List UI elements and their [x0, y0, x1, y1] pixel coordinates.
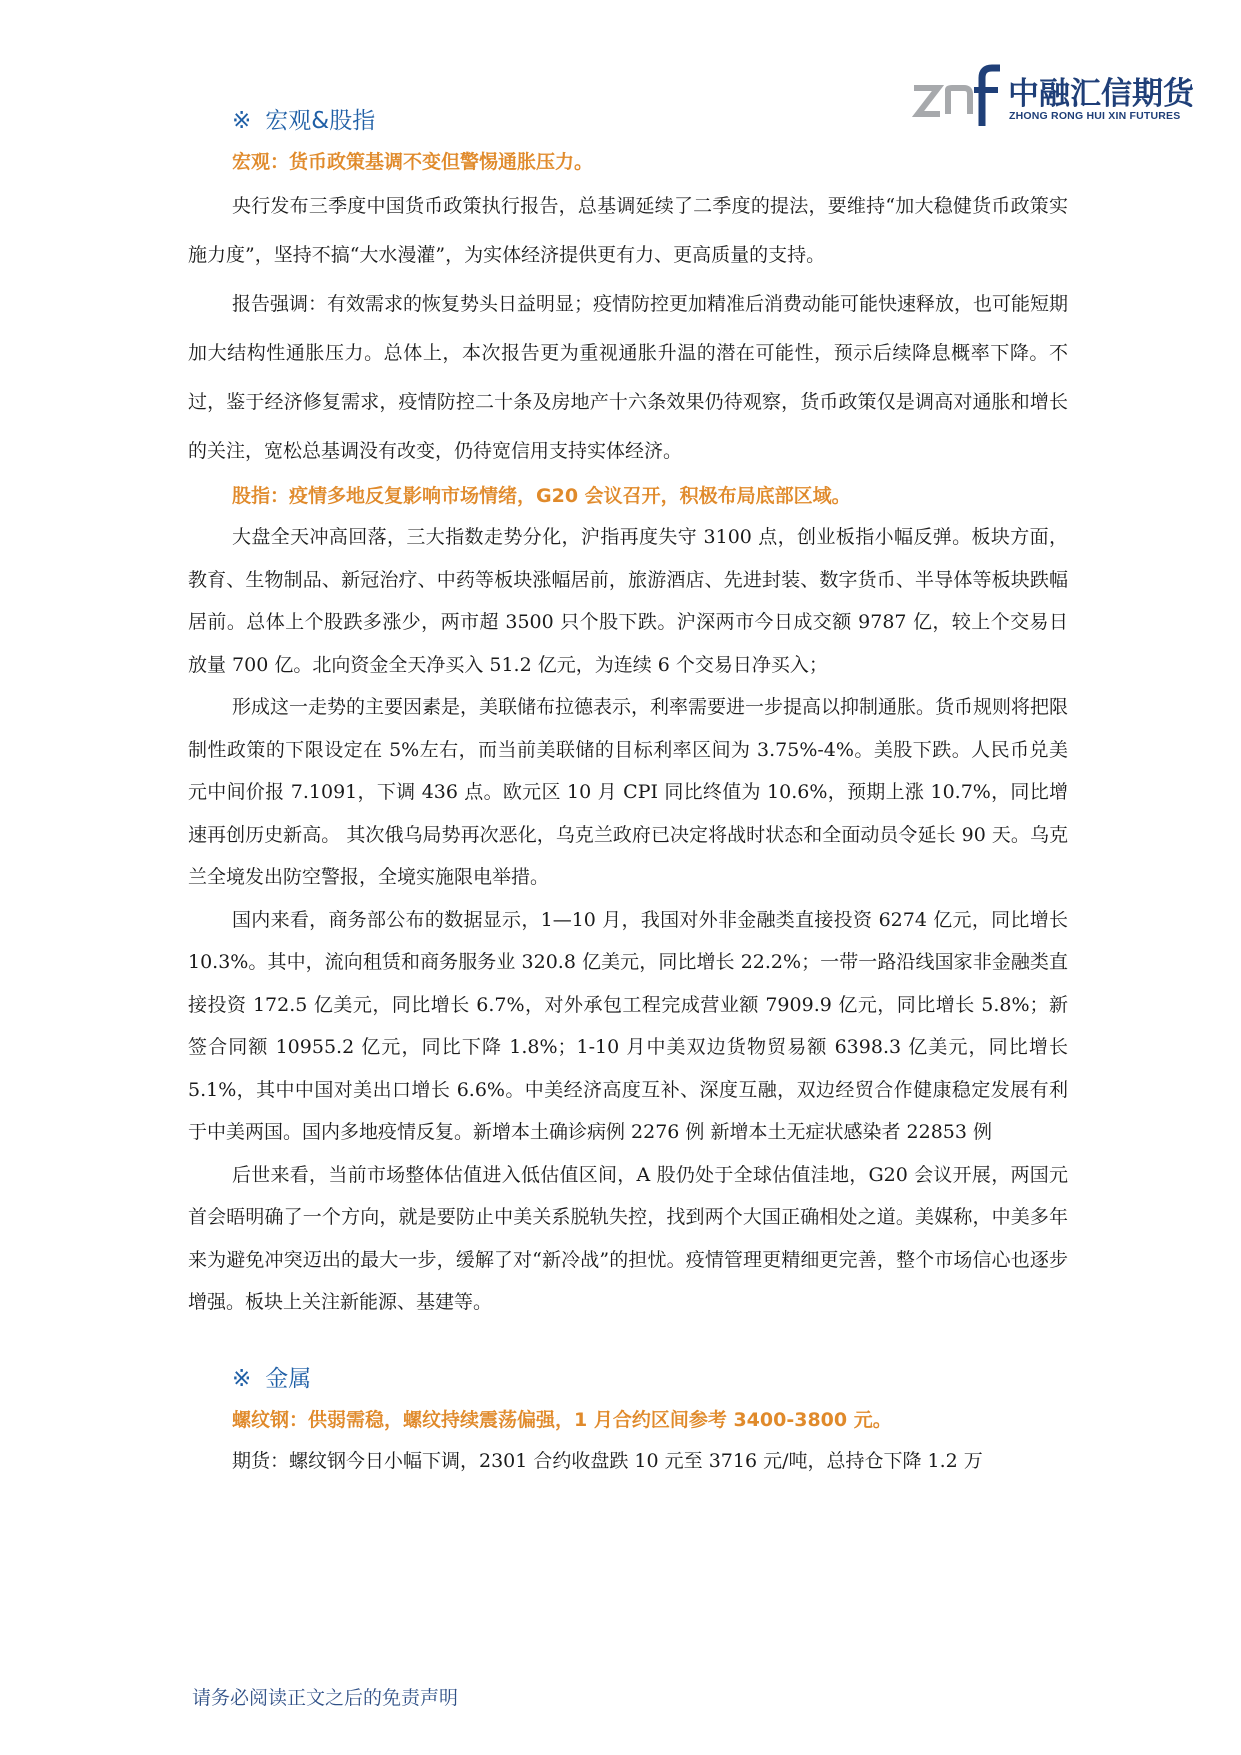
logo-name-en: ZHONG RONG HUI XIN FUTURES: [1009, 110, 1181, 122]
paragraph: 国内来看，商务部公布的数据显示，1—10 月，我国对外非金融类直接投资 6274 亿元，同比增长 10.3%。其中，流向租赁和商务服务业 320.8 亿美元，同比增长 22.2%；一带一路沿线国家非金融类直接投资 172.5 亿美元，同比增长 6.7%，对外承包工程完成营业额 7909.9 亿元，同比增长 5.8%；新签合同额 10955.2 亿元，同比下降 1.8%；1-10 月中美双边货物贸易额 6398.3 亿美元，同比增长 5.1%，其中中国对美出口增长 6.6%。中美经济高度互补、深度互融，双边经贸合作健康稳定发展有利于中美两国。国内多地疫情反复。新增本土确诊病例 2276 例 新增本土无症状感染者 22853 例: [188, 908, 1068, 1143]
section-heading-macro: [188, 100, 1068, 142]
paragraph: 大盘全天冲高回落，三大指数走势分化，沪指再度失守 3100 点，创业板指小幅反弹。板块方面，教育、生物制品、新冠治疗、中药等板块涨幅居前，旅游酒店、先进封装、数字货币、半导体等板块跌幅居前。总体上个股跌多涨少，两市超 3500 只个股下跌。沪深两市今日成交额 9787 亿，较上个交易日放量 700 亿。北向资金全天净买入 51.2 亿元，为连续 6 个交易日净买入；: [188, 526, 1068, 676]
paragraph: 央行发布三季度中国货币政策执行报告，总基调延续了二季度的提法，要维持“加大稳健货币政策实施力度”，坚持不搞“大水漫灌”，为实体经济提供更有力、更高质量的支持。: [188, 195, 1068, 266]
section-mark: ※: [232, 108, 252, 134]
logo-name-cn: 中融汇信期货: [1008, 76, 1194, 112]
section-mark: ※: [232, 1365, 252, 1392]
section-title: 宏观&股指: [265, 108, 376, 134]
footer-disclaimer: 请务必阅读正文之后的免责声明: [192, 1687, 459, 1709]
paragraph: 形成这一走势的主要因素是，美联储布拉德表示，利率需要进一步提高以抑制通胀。货币规则将把限制性政策的下限设定在 5%左右，而当前美联储的目标利率区间为 3.75%-4%。美股下跌。人民币兑美元中间价报 7.1091，下调 436 点。欧元区 10 月 CPI 同比终值为 10.6%，预期上涨 10.7%，同比增速再创历史新高。 其次俄乌局势再次恶化，乌克兰政府已决定将战时状态和全面动员令延长 90 天。乌克兰全境发出防空警报，全境实施限电举措。: [188, 696, 1069, 888]
subheading-macro: 宏观：货币政策基调不变但警惕通胀压力。: [232, 151, 594, 173]
subheading-stock-index: 股指：疫情多地反复影响市场情绪，G20 会议召开，积极布局底部区域。: [232, 485, 851, 507]
section-title: 金属: [265, 1365, 312, 1392]
report-body: [188, 100, 1068, 1482]
paragraph: 期货：螺纹钢今日小幅下调，2301 合约收盘跌 10 元至 3716 元/吨，总持仓下降 1.2 万: [232, 1449, 983, 1472]
subheading-rebar: 螺纹钢：供弱需稳，螺纹持续震荡偏强，1 月合约区间参考 3400-3800 元。: [232, 1408, 892, 1431]
paragraph: 报告强调：有效需求的恢复势头日益明显；疫情防控更加精准后消费动能可能快速释放，也可能短期加大结构性通胀压力。总体上，本次报告更为重视通胀升温的潜在可能性，预示后续降息概率下降。不过，鉴于经济修复需求，疫情防控二十条及房地产十六条效果仍待观察，货币政策仅是调高对通胀和增长的关注，宽松总基调没有改变，仍待宽信用支持实体经济。: [188, 293, 1069, 462]
paragraph: 后世来看，当前市场整体估值进入低估值区间，A 股仍处于全球估值洼地，G20 会议开展，两国元首会晤明确了一个方向，就是要防止中美关系脱轨失控，找到两个大国正确相处之道。美媒称，中美多年来为避免冲突迈出的最大一步，缓解了对“新冷战”的担忧。疫情管理更精细更完善，整个市场信心也逐步增强。板块上关注新能源、基建等。: [188, 1163, 1068, 1313]
section-heading-metals: [188, 1358, 1068, 1400]
